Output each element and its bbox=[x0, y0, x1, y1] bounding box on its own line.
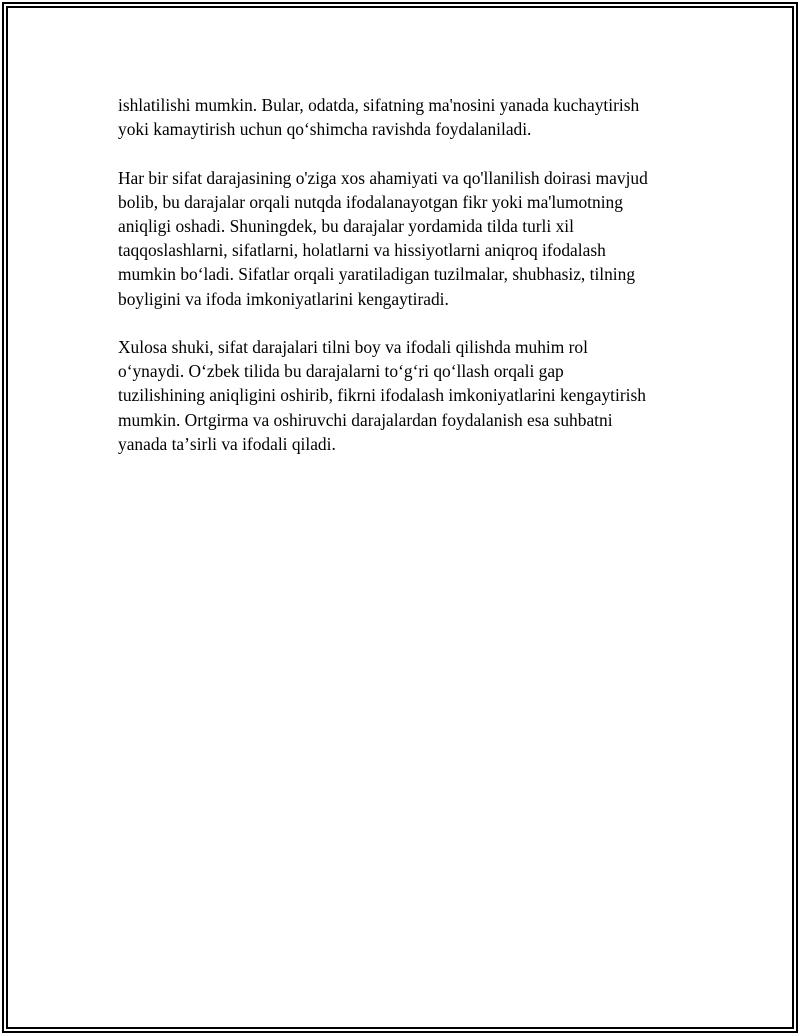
text-line: oʻynaydi. Oʻzbek tilida bu darajalarni toʻgʻri qoʻllash orqali gap bbox=[118, 361, 564, 382]
text-line: boyligini va ifoda imkoniyatlarini kengaytiradi. bbox=[118, 288, 449, 309]
text-line: ishlatilishi mumkin. Bular, odatda, sifatning ma'nosini yanada kuchaytirish bbox=[118, 95, 640, 115]
text-line: Xulosa shuki, sifat darajalari tilni boy va ifodali qilishda muhim rol bbox=[118, 337, 588, 357]
paragraph-3 bbox=[118, 335, 698, 456]
text-line: taqqoslashlarni, sifatlarni, holatlarni va hissiyotlarni aniqroq ifodalash bbox=[118, 240, 606, 261]
paragraph-2 bbox=[118, 166, 698, 311]
paragraph-1 bbox=[118, 93, 698, 141]
text-line: aniqligi oshadi. Shuningdek, bu darajalar yordamida tilda turli xil bbox=[118, 216, 574, 236]
text-line: bolib, bu darajalar orqali nutqda ifodalanayotgan fikr yoki ma'lumotning bbox=[118, 191, 623, 212]
text-line: mumkin. Ortgirma va oshiruvchi darajalardan foydalanish esa suhbatni bbox=[118, 409, 613, 430]
text-line: yoki kamaytirish uchun qoʻshimcha ravishda foydalaniladi. bbox=[118, 119, 532, 140]
text-line: Har bir sifat darajasining o'ziga xos ahamiyati va qo'llanilish doirasi mavjud bbox=[118, 167, 648, 188]
text-line: mumkin boʻladi. Sifatlar orqali yaratiladigan tuzilmalar, shubhasiz, tilning bbox=[118, 264, 636, 285]
text-line: yanada taʼsirli va ifodali qiladi. bbox=[118, 433, 336, 454]
document-body bbox=[118, 93, 698, 480]
text-line: tuzilishining aniqligini oshirib, fikrni ifodalash imkoniyatlarini kengaytirish bbox=[118, 385, 646, 406]
